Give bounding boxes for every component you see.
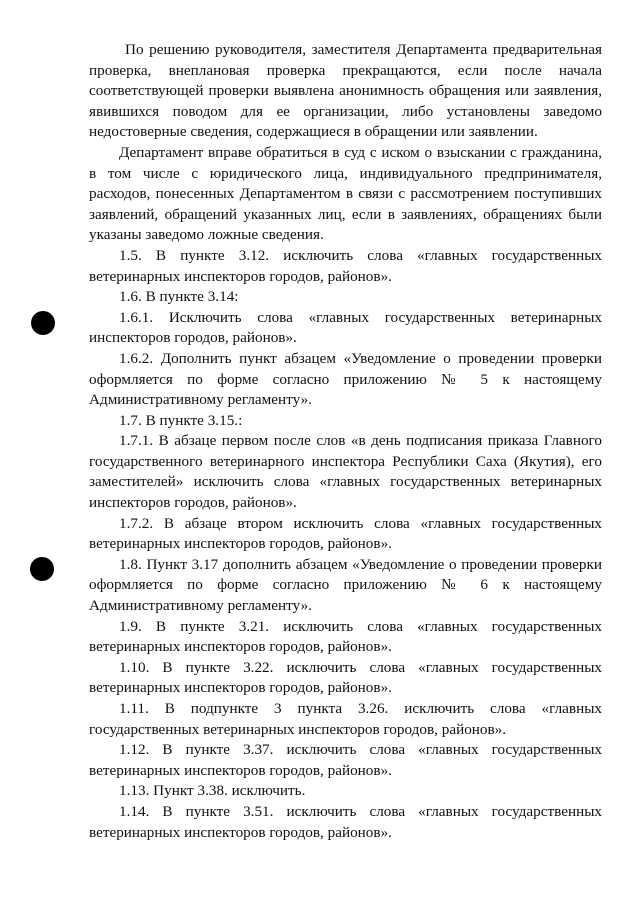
- punch-hole-top: [31, 311, 55, 335]
- item-1-7: 1.7. В пункте 3.15.:: [119, 411, 243, 429]
- item-1-5: 1.5. В пункте 3.12. исключить слова «главных государственных ветеринарных инспекторов городов, районов».: [89, 246, 602, 285]
- punch-hole-bottom: [30, 557, 54, 581]
- item-1-6-2: 1.6.2. Дополнить пункт абзацем «Уведомление о проведении проверки оформляется по форме согласно приложению № 5 к настоящему Административному регламенту».: [89, 349, 602, 409]
- item-1-10: 1.10. В пункте 3.22. исключить слова «главных государственных ветеринарных инспекторов городов, районов».: [89, 658, 602, 697]
- item-1-6-1: 1.6.1. Исключить слова «главных государственных ветеринарных инспекторов городов, районов».: [89, 308, 602, 347]
- paragraph-court-claim: Департамент вправе обратиться в суд с иском о взыскании с гражданина, в том числе с юридического лица, индивидуального предпринимателя, расходов, понесенных Департаментом в связи с рассмотрением поступивших заявлений, обращений указанных лиц, если в заявлениях, обращениях были указаны заведомо ложные сведения.: [89, 143, 602, 244]
- item-1-9: 1.9. В пункте 3.21. исключить слова «главных государственных ветеринарных инспекторов городов, районов».: [89, 617, 602, 656]
- paragraph-termination: По решению руководителя, заместителя Департамента предварительная проверка, внеплановая проверка прекращаются, если после начала соответствующей проверки выявлена анонимность обращения или заявления, явившихся поводом для ее организации, либо установлены заведомо недостоверные сведения, содержащиеся в обращении или заявлении.: [89, 41, 602, 141]
- item-1-7-1: 1.7.1. В абзаце первом после слов «в день подписания приказа Главного государственного ветеринарного инспектора Республики Саха (Якутия), его заместителей» исключить слова «главных государственных ветеринарных инспекторов городов, районов».: [89, 432, 602, 512]
- item-1-12: 1.12. В пункте 3.37. исключить слова «главных государственных ветеринарных инспекторов городов, районов».: [89, 741, 602, 779]
- item-1-8: 1.8. Пункт 3.17 дополнить абзацем «Уведомление о проведении проверки оформляется по форме согласно приложению № 6 к настоящему Административному регламенту».: [89, 555, 602, 615]
- item-1-7-2: 1.7.2. В абзаце втором исключить слова «главных государственных ветеринарных инспекторов городов, районов».: [89, 514, 602, 553]
- item-1-11: 1.11. В подпункте 3 пункта 3.26. исключить слова «главных государственных ветеринарных инспекторов городов, районов».: [89, 700, 602, 738]
- item-1-6: 1.6. В пункте 3.14:: [119, 288, 239, 306]
- document-page: [89, 40, 602, 843]
- item-1-13: 1.13. Пункт 3.38. исключить.: [119, 782, 306, 800]
- item-1-14: 1.14. В пункте 3.51. исключить слова «главных государственных ветеринарных инспекторов городов, районов».: [89, 802, 602, 841]
